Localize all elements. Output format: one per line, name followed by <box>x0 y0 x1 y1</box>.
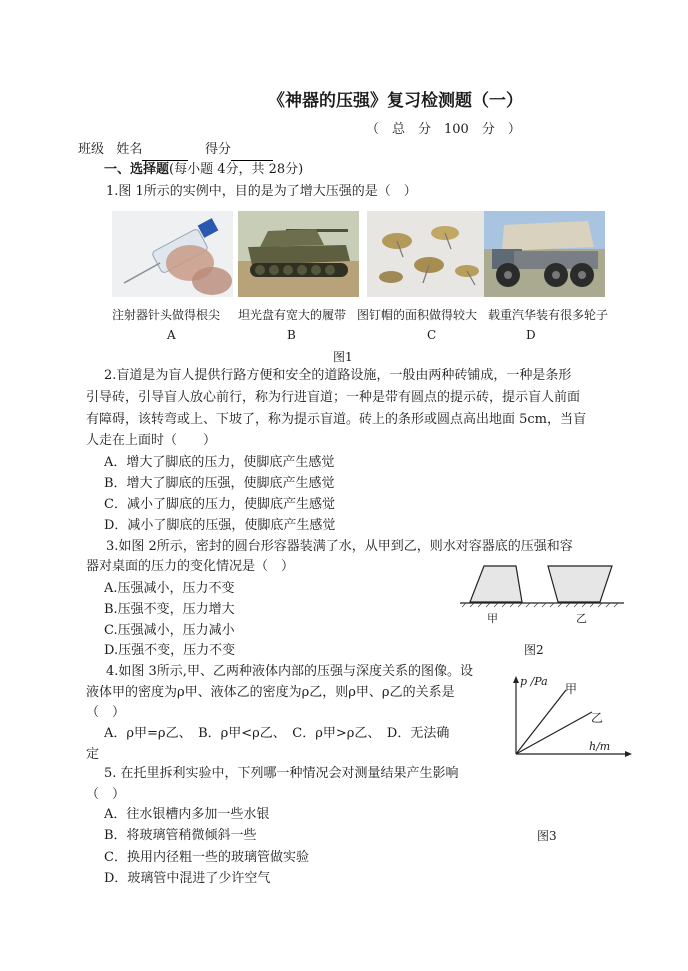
q2-line-3: 有障碍，该转弯或上、下坡了，称为提示盲道。砖上的条形或圆点高出地面 5cm，当盲 <box>86 412 587 427</box>
section-title: 一、选择题 <box>104 162 170 177</box>
q1-stem: 1.图 1所示的实例中，目的是为了增大压强的是（ ） <box>106 184 417 199</box>
section-note: (每小题 4分，共 28分) <box>169 162 304 177</box>
q3-option-c: C.压强减小，压力减小 <box>104 623 235 638</box>
name-label: 姓名 <box>116 142 143 157</box>
q3-option-d: D.压强不变，压力不变 <box>104 643 236 658</box>
option-a-caption: 注射器针头做得根尖 <box>112 308 221 322</box>
figure-2-label: 图2 <box>524 643 544 657</box>
pushpin-image <box>367 211 488 297</box>
option-c-caption: 图钉帽的面积做得较大 <box>357 308 478 322</box>
q5-option-b: B．将玻璃管稍微倾斜一些 <box>104 828 257 843</box>
q4-line-2: 液体甲的密度为ρ甲、液体乙的密度为ρ乙，则ρ甲、ρ乙的关系是 <box>86 685 455 700</box>
q4-paren: （ ） <box>86 705 126 720</box>
q5-option-d: D．玻璃管中混进了少许空气 <box>104 871 271 886</box>
total-score-label: （ 总 分 100 分 ） <box>366 122 521 137</box>
tank-image <box>238 211 359 297</box>
q4-options-cont: 定 <box>86 747 100 762</box>
figure-2-yi-label: 乙 <box>576 612 587 625</box>
score-blank[interactable] <box>231 140 273 161</box>
score-label: 得分 <box>204 142 231 157</box>
option-d-letter: D <box>526 328 536 342</box>
q4-options: A．ρ甲=ρ乙、 B．ρ甲<ρ乙、 C．ρ甲>ρ乙、 D．无法确 <box>104 726 450 741</box>
container-diagram <box>458 560 628 608</box>
q4-line-1: 4.如图 3所示,甲、乙两种液体内部的压强与深度关系的图像。设 <box>106 664 473 679</box>
q2-line-2: 引导砖，引导盲人放心前行，称为行进盲道；一种是带有圆点的提示砖，提示盲人前面 <box>86 390 581 405</box>
q5-paren: （ ） <box>86 787 126 802</box>
q3-line-2: 器对桌面的压力的变化情况是（ ） <box>86 559 295 574</box>
figure-3-label: 图3 <box>537 829 557 843</box>
q5-stem: 5. 在托里拆利实验中，下列哪一种情况会对测量结果产生影响 <box>104 766 459 781</box>
option-d-caption: 载重汽华装有很多轮子 <box>488 308 609 322</box>
figure-2-jia-label: 甲 <box>487 612 498 625</box>
document-title: 《神器的压强》复习检测题（一） <box>268 91 523 111</box>
q2-option-a: A．增大了脚底的压力，使脚底产生感觉 <box>104 455 335 470</box>
student-info <box>78 140 273 161</box>
name-blank[interactable] <box>142 140 188 161</box>
figure-1-label: 图1 <box>333 350 353 364</box>
q2-option-b: B．增大了脚底的压强，使脚底产生感觉 <box>104 476 335 491</box>
option-a-letter: A <box>167 328 176 342</box>
q5-option-a: A．往水银槽内多加一些水银 <box>104 807 270 822</box>
truck-image <box>484 211 605 297</box>
q3-line-1: 3.如图 2所示，密封的圆台形容器装满了水，从甲到乙，则水对容器底的压强和容 <box>106 539 573 554</box>
q2-line-1: 2.盲道是为盲人提供行路方便和安全的道路设施，一般由两种砖铺成，一种是条形 <box>104 368 572 383</box>
option-b-caption: 坦光盘有宽大的履带 <box>238 308 347 322</box>
q2-option-d: D．减小了脚底的压强，使脚底产生感觉 <box>104 518 336 533</box>
class-label: 班级 <box>78 142 105 157</box>
q3-option-a: A.压强减小，压力不变 <box>104 581 235 596</box>
q2-option-c: C．减小了脚底的压力，使脚底产生感觉 <box>104 497 335 512</box>
graph-line-yi-label: 乙 <box>591 711 604 725</box>
option-b-letter: B <box>287 328 296 342</box>
graph-x-axis-label: h/m <box>589 740 611 753</box>
q5-option-c: C．换用内径粗一些的玻璃管做实验 <box>104 850 309 865</box>
section-heading <box>104 160 303 180</box>
option-c-letter: C <box>427 328 437 342</box>
graph-line-jia-label: 甲 <box>565 682 578 696</box>
syringe-image <box>112 211 233 297</box>
q2-line-4: 人走在上面时（ ） <box>86 433 217 448</box>
q3-option-b: B.压强不变，压力增大 <box>104 602 235 617</box>
graph-y-axis-label: p /Pa <box>520 675 548 688</box>
